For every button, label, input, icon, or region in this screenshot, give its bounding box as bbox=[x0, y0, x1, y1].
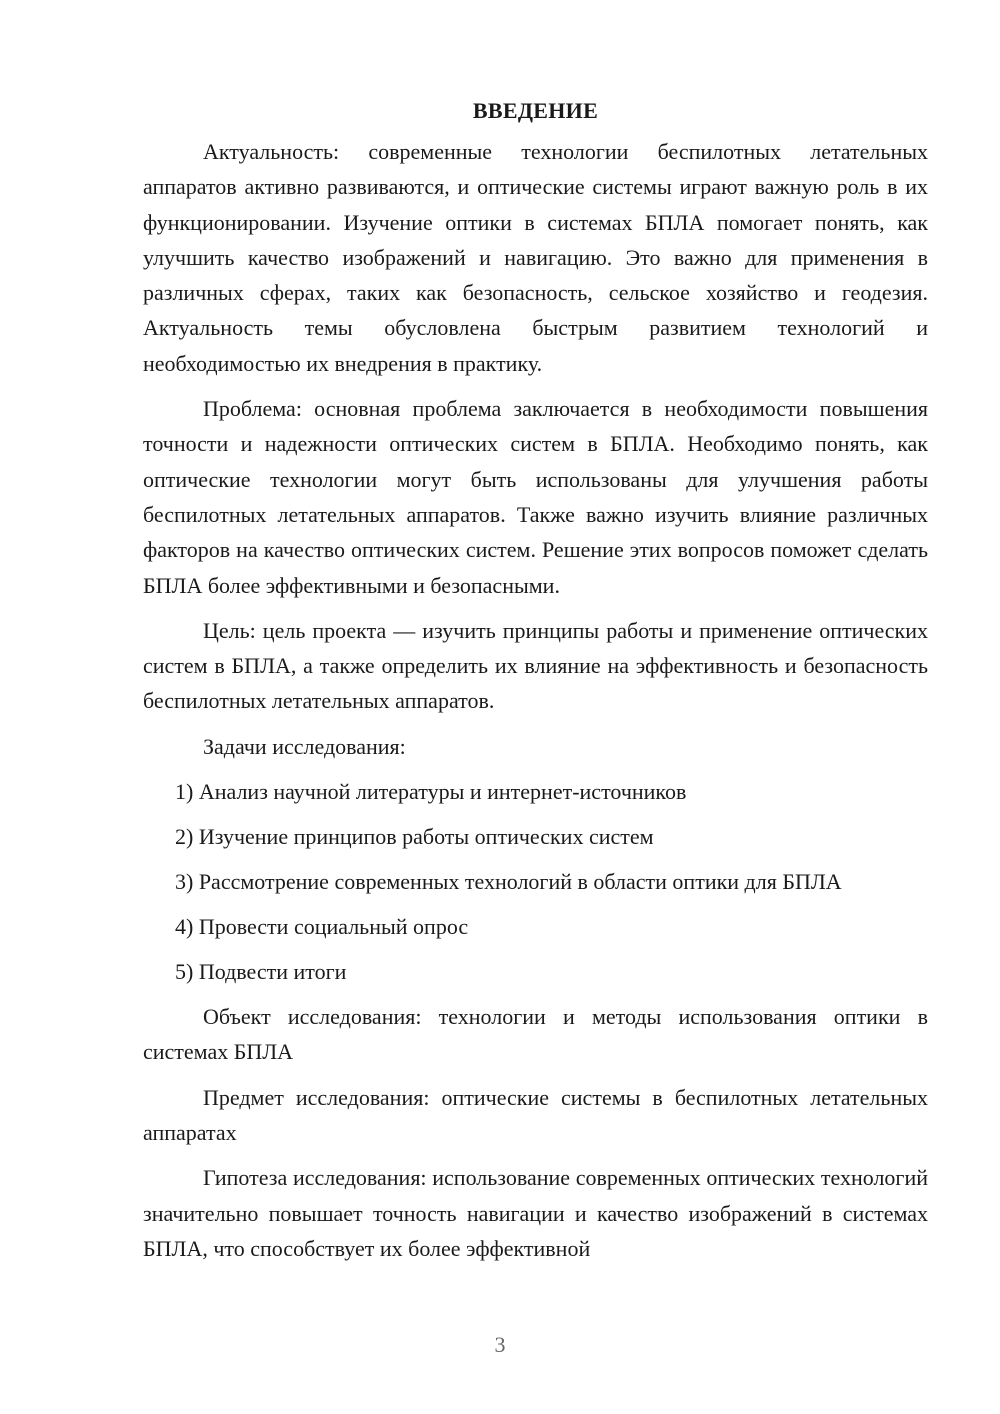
page-title: ВВЕДЕНИЕ bbox=[472, 98, 599, 123]
list-item: 3) Рассмотрение современных технологий в области оптики для БПЛА bbox=[175, 869, 842, 895]
page-number: 3 bbox=[494, 1332, 506, 1357]
paragraph-relevance: Актуальность: современные технологии беспилотных летательных аппаратов активно развиваются, и оптические системы играют важную роль в их функционировании. Изучение оптики в системах БПЛА помогает понять, как улучшить качество изображений и навигацию. Это важно для применения в различных сферах, таких как безопасность, сельское хозяйство и геодезия. Актуальность темы обусловлена быстрым развитием технологий и необходимостью их внедрения в практику. bbox=[143, 139, 928, 376]
list-item: 5) Подвести итоги bbox=[175, 959, 347, 985]
paragraph-problem: Проблема: основная проблема заключается в необходимости повышения точности и надежности оптических систем в БПЛА. Необходимо понять, как оптические технологии могут быть использованы для улучшения работы беспилотных летательных аппаратов. Также важно изучить влияние различных факторов на качество оптических систем. Решение этих вопросов поможет сделать БПЛА более эффективными и безопасными. bbox=[143, 396, 928, 598]
list-item: 1) Анализ научной литературы и интернет-источников bbox=[175, 779, 687, 805]
paragraph-goal: Цель: цель проекта — изучить принципы работы и применение оптических систем в БПЛА, а также определить их влияние на эффективность и безопасность беспилотных летательных аппаратов. bbox=[143, 617, 928, 714]
paragraph-subject: Предмет исследования: оптические системы в беспилотных летательных аппаратах bbox=[143, 1084, 928, 1145]
task-list bbox=[143, 774, 928, 989]
list-item: 4) Провести социальный опрос bbox=[175, 914, 469, 940]
paragraph-hypothesis: Гипотеза исследования: использование современных оптических технологий значительно повышает точность навигации и качество изображений в системах БПЛА, что способствует их более эффективной bbox=[143, 1165, 928, 1261]
list-item: 2) Изучение принципов работы оптических систем bbox=[175, 824, 654, 850]
paragraph-object: Объект исследования: технологии и методы использования оптики в системах БПЛА bbox=[143, 1004, 928, 1065]
paragraph-tasks-intro: Задачи исследования: bbox=[203, 733, 406, 759]
